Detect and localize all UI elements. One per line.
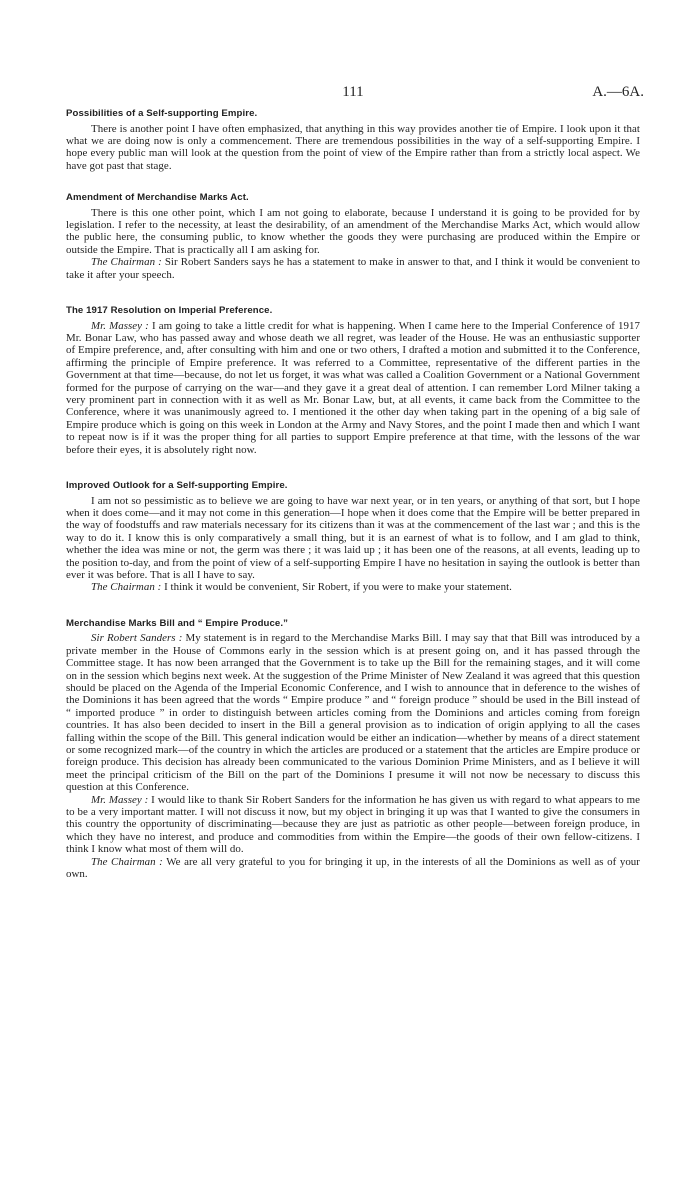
paragraph xyxy=(66,581,640,593)
section-merchandise-marks-bill xyxy=(66,618,640,881)
section-possibilities xyxy=(66,108,640,172)
speaker-name: The Chairman : xyxy=(91,855,163,868)
speaker-name: Mr. Massey : xyxy=(91,319,149,332)
speaker-name: Sir Robert Sanders : xyxy=(91,632,183,645)
paragraph xyxy=(66,123,640,173)
paragraph-text: I am going to take a little credit for what is happening. When I came here to the Imperial Conference of 1917 Mr. Bonar Law, who has passed away and whose death we all regret, was leader of the House. He was an enthusiastic supporter of Empire preference, and, after consulting with him and one or two others, I drafted a motion and submitted it to the Conference, affirming the principle of Empire preference. It was referred to a Committee, representative of the different parties in the Government at that time—because, do not let us forget, it was what was called a Coalition Government or a National Government formed for the purpose of carrying on the war—and they gave it a great deal of attention. I can remember Lord Milner taking a very prominent part in connection with it as well as Mr. Bonar Law, but, at all events, it came back from the Committee to the Conference, where it was unanimously agreed to. I mentioned it the other day when taking part in the opening of a big sale of Empire produce which is going on this week in London at the Army and Navy Stores, and the point I made then and which I want to repeat now is if it was the proper thing for all parties to support Empire preference at that time, with the lessons of the war before their eyes, it is absolutely right now. xyxy=(66,319,640,456)
section-improved-outlook xyxy=(66,480,640,594)
section-merchandise-marks-act xyxy=(66,192,640,281)
paragraph xyxy=(66,632,640,793)
paragraph-text: We are all very grateful to you for bringing it up, in the interests of all the Dominions as well as of your own. xyxy=(66,855,640,880)
paragraph-text: I think it would be convenient, Sir Robert, if you were to make your statement. xyxy=(164,581,512,594)
paragraph-text: My statement is in regard to the Merchandise Marks Bill. I may say that that Bill was introduced by a private member in the House of Commons early in the session which is at present going on, and it has passed through the Committee stage. It has now been arranged that the Government is to take up the Bill for the remaining stages, and it will come on in the session which begins next week. At the suggestion of the Prime Minister of New Zealand it was agreed that this question should be placed on the Agenda of the Imperial Economic Conference, and I wish to announce that in deference to the wishes of the Dominions it has been agreed that the words “ Empire produce ” and “ foreign produce ” should be used in the Bill instead of “ imported produce ” in order to distinguish between articles coming from the Dominions and articles coming from foreign countries. It has also been decided to insert in the Bill a general provision as to indication of origin applying to all the cases falling within the scope of the Bill. This general indication would be either an indication—whether by means of a direct statement or some recognized mark—of the country in which the articles are produced or a statement that the articles are Empire produce or foreign produce. This decision has already been communicated to the various Dominion Prime Ministers, and as I believe it will meet the principal criticism of the Bill on the part of the Dominions I presume it will not now be necessary to discuss this question at this Conference. xyxy=(66,632,640,794)
speaker-name: The Chairman : xyxy=(91,581,162,594)
paragraph-text: There is this one other point, which I am not going to elaborate, because I understand it is going to be provided for by legislation. I refer to the necessity, at least the desirability, of an amendment of the Merchandise Marks Act, which would allow the public here, the consuming public, to know whether the goods they were purchasing are produced within the Empire or outside the Empire. That is practically all I am asking for. xyxy=(66,206,640,256)
speaker-name: Mr. Massey : xyxy=(91,793,149,806)
paragraph xyxy=(66,856,640,881)
section-heading: Improved Outlook for a Self-supporting Empire. xyxy=(66,480,288,492)
paragraph xyxy=(66,794,640,856)
paragraph xyxy=(66,207,640,257)
section-1917-resolution xyxy=(66,305,640,456)
speaker-name: The Chairman : xyxy=(91,256,162,269)
paragraph xyxy=(66,495,640,582)
paragraph-text: I am not so pessimistic as to believe we are going to have war next year, or in ten years, or anything of that sort, but I hope when it does come—and it may not come in this generation—I hope when it does come that the Empire will be better prepared in the way of foodstuffs and raw materials necessary for its citizens than it was at the commencement of the last war ; and this is the way to do it. I know this is only comparatively a small thing, but it is an earnest of what is to follow, and I am glad to think, whether the idea was mine or not, the germ was there ; it was laid up ; it has been one of the reasons, at all events, leading up to the position to-day, and from the point of view of a self-supporting Empire I have no hesitation in saying the outlook is better than ever it was before. That is all I have to say. xyxy=(66,494,640,581)
section-heading: Merchandise Marks Bill and “ Empire Produce.” xyxy=(66,617,289,629)
paragraph-text: I would like to thank Sir Robert Sanders for the information he has given us with regard to what appears to me to be a very important matter. I will not discuss it now, but my object in bringing it up was that I wanted to give the consumers in this country the opportunity of discriminating—because they are just as patriotic as other people—between foreign produce, in which they have no interest, and produce and commodities from within the Empire—the goods of their own fellow-citizens. I think I know what most of them will do. xyxy=(66,793,640,856)
page-header xyxy=(66,0,644,108)
paragraph-text: Sir Robert Sanders says he has a statement to make in answer to that, and I think it would be convenient to take it after your speech. xyxy=(66,256,640,281)
section-heading: Possibilities of a Self-supporting Empire. xyxy=(66,108,258,119)
paragraph-text: There is another point I have often emphasized, that anything in this way provides another tie of Empire. I look upon it that what we are doing now is only a commencement. There are tremendous possibilities in the way of a self-supporting Empire. I hope every public man will look at the question from the point of view of the Empire rather than from a strictly local aspect. We have got past that stage. xyxy=(66,122,640,172)
paragraph xyxy=(66,320,640,456)
section-heading: The 1917 Resolution on Imperial Preference. xyxy=(66,305,273,317)
document-reference: A.—6A. xyxy=(592,84,644,100)
paragraph xyxy=(66,256,640,281)
section-heading: Amendment of Merchandise Marks Act. xyxy=(66,192,249,204)
page-number: 111 xyxy=(342,84,364,100)
